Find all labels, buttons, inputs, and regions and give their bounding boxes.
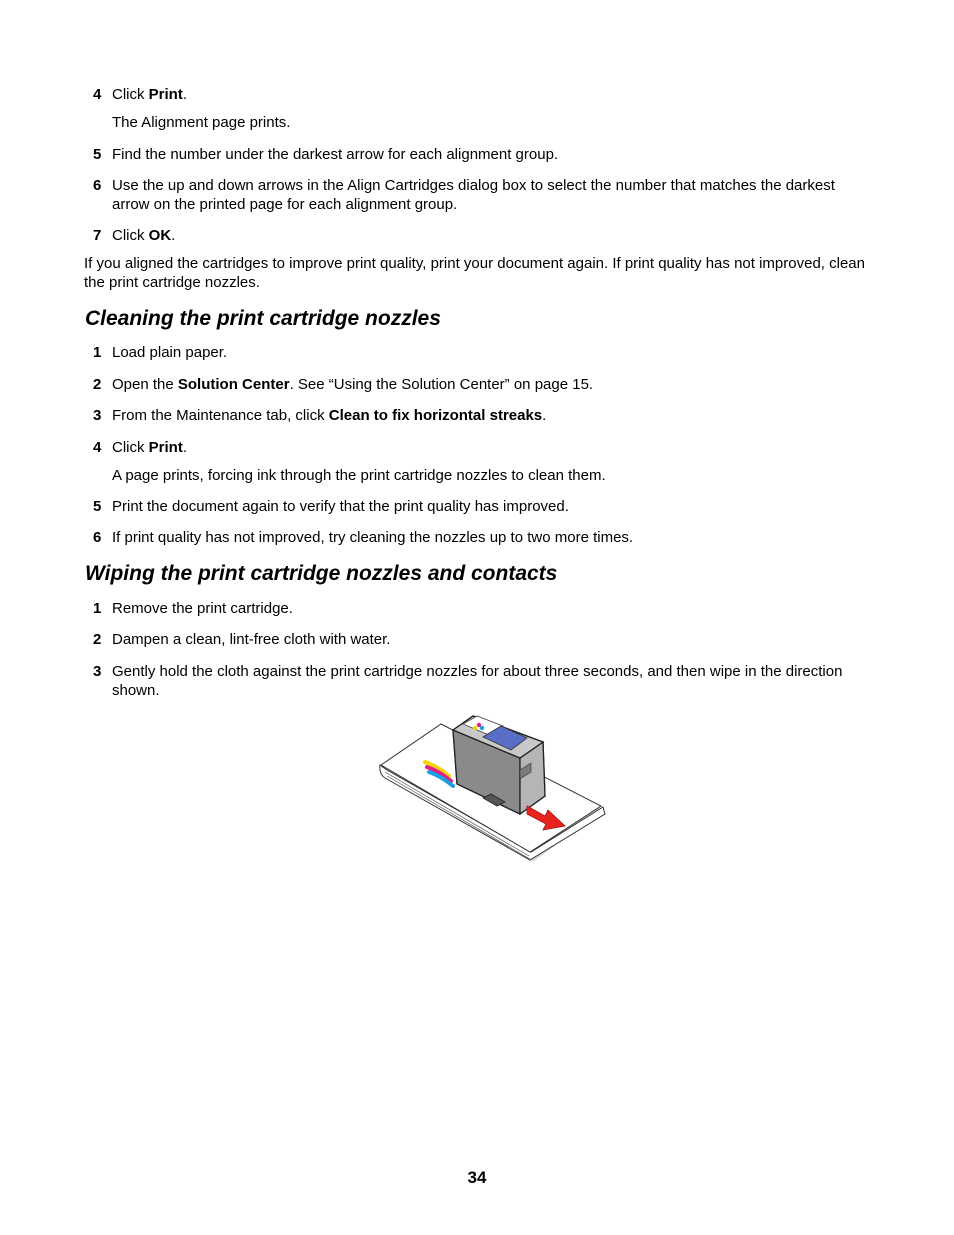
- cross-reference: . See “Using the Solution Center” on page 15.: [289, 376, 594, 393]
- step-punct: .: [182, 86, 188, 103]
- step-punct: .: [542, 407, 547, 424]
- ui-label-print: Print: [148, 86, 183, 103]
- step-text: Find the number under the darkest arrow for each alignment group.: [112, 146, 559, 163]
- alignment-followup-paragraph: If you aligned the cartridges to improve print quality, print your document again. If print quality has not improved, clean the print cartridge nozzles.: [84, 255, 865, 291]
- step-4-note: The Alignment page prints.: [112, 114, 291, 131]
- ui-label-solution-center: Solution Center: [177, 376, 290, 393]
- step-number: 6: [93, 177, 102, 194]
- ui-label-ok: OK: [148, 227, 172, 244]
- step-text: Remove the print cartridge.: [112, 600, 293, 617]
- step-number: 4: [93, 86, 102, 103]
- ui-label-clean-streaks: Clean to fix horizontal streaks: [328, 407, 543, 424]
- step-text: From the Maintenance tab, click: [112, 407, 329, 424]
- step-number: 3: [93, 407, 102, 424]
- step-text: Dampen a clean, lint-free cloth with water.: [112, 631, 391, 648]
- step-text: Load plain paper.: [112, 344, 228, 361]
- step-text: Click: [112, 439, 149, 456]
- ui-label-print: Print: [148, 439, 183, 456]
- step-number: 1: [93, 600, 102, 617]
- step-number: 1: [93, 344, 102, 361]
- step-number: 6: [93, 529, 102, 546]
- page-number: 34: [467, 1168, 487, 1187]
- step-number: 4: [93, 439, 102, 456]
- cleaning-step-4-note: A page prints, forcing ink through the print cartridge nozzles to clean them.: [112, 467, 606, 484]
- step-number: 7: [93, 227, 102, 244]
- step-number: 5: [93, 146, 102, 163]
- heading-cleaning-nozzles: Cleaning the print cartridge nozzles: [85, 307, 441, 330]
- step-text: Gently hold the cloth against the print cartridge nozzles for about three seconds, and then wipe in the direction shown.: [112, 663, 843, 699]
- cartridge-wiping-illustration: [375, 710, 610, 875]
- step-text: Print the document again to verify that the print quality has improved.: [112, 498, 569, 515]
- step-number: 2: [93, 631, 102, 648]
- step-text: Click: [112, 86, 149, 103]
- step-text: Click: [112, 227, 149, 244]
- step-text: If print quality has not improved, try cleaning the nozzles up to two more times.: [112, 529, 634, 546]
- step-text: Use the up and down arrows in the Align Cartridges dialog box to select the number that matches the darkest arrow on the printed page for each alignment group.: [112, 177, 835, 213]
- step-punct: .: [182, 439, 188, 456]
- step-punct: .: [171, 227, 176, 244]
- step-number: 3: [93, 663, 102, 680]
- heading-wiping-nozzles: Wiping the print cartridge nozzles and contacts: [85, 562, 558, 585]
- step-number: 2: [93, 376, 102, 393]
- step-number: 5: [93, 498, 102, 515]
- step-text: Open the: [112, 376, 178, 393]
